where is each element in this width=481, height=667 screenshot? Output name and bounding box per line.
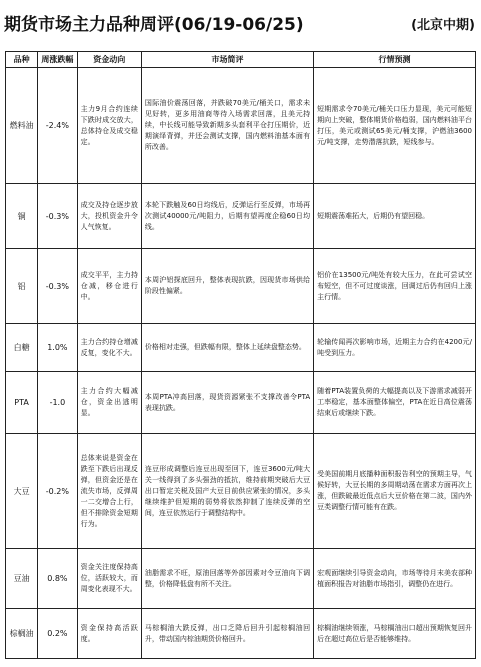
forecast: 短期震荡难拓大，后期仍有望回稳。 <box>314 184 476 249</box>
weekly-change: -0.2% <box>38 434 77 549</box>
table-row <box>6 434 476 549</box>
table-row <box>6 324 476 372</box>
market-review: 价格相对走强，但跌幅有限，整体上延续盘整态势。 <box>141 324 313 372</box>
market-review: 连豆形成调整后连豆出现至回下，连豆3600元/吨大关一线得到了多头强劲的抵抗，维持前期突破后大豆出口暂定关税及国产大豆目前供应紧张的情况，多头继续维护但短期的弱势将依然抑制了连续反弹的空间，连豆依然运行于调整结构中。 <box>141 434 313 549</box>
market-review: 本轮下跌触及60日均线后，反弹运行至反弹，市场再次测试40000元/吨阻力，后期有望再度企稳60日均线。 <box>141 184 313 249</box>
market-review: 本周沪铝探底回升，整体表现抗跌，因现货市场供给阶段性偏紧。 <box>141 249 313 324</box>
forecast: 短期需求令70美元/桶关口压力显现，美元可能短期向上突破，整体期货价格趋弱，国内燃料油平台打压，美元或测试65美元/桶支撑，沪燃油3600元/吨支撑，走势潜落抗跌，短线参与。 <box>314 68 476 184</box>
commodity-name: 铜 <box>6 184 38 249</box>
column-header: 品种 <box>6 52 38 68</box>
forecast: 铝价在13500元/吨处有较大压力，在此可尝试空布短空，但不可过度谈涨，回调过后仍有回归上涨主行情。 <box>314 249 476 324</box>
market-review: 本周PTA冲高回落，现货资源紧张不支撑改善令PTA表现抗跌。 <box>141 372 313 434</box>
page-title: 期货市场主力品种周评(06/19-06/25) <box>4 15 304 35</box>
table-row <box>6 184 476 249</box>
fund-flow: 总体来说是资金在跌至下跌后出现反弹，但资金还是在流失市场，反弹周一二交增合上行，但不排除资金短期行为。 <box>77 434 141 549</box>
weekly-change: 1.0% <box>38 324 77 372</box>
table-row <box>6 372 476 434</box>
table-row <box>6 549 476 609</box>
column-header: 市场简评 <box>141 52 313 68</box>
weekly-change: 0.2% <box>38 609 77 659</box>
commodity-name: 大豆 <box>6 434 38 549</box>
column-header: 资金动向 <box>77 52 141 68</box>
weekly-change: -0.3% <box>38 249 77 324</box>
commodity-name: PTA <box>6 372 38 434</box>
fund-flow: 成交平平，主力持仓减，移仓进行中。 <box>77 249 141 324</box>
fund-flow: 资金关注度保持高位，活跃较大，而周变化表现不大。 <box>77 549 141 609</box>
commodity-name: 白糖 <box>6 324 38 372</box>
table-row <box>6 609 476 659</box>
market-review: 国际油价震荡回落，并跌破70美元/桶关口，需求未见好转，更多用油商等待入场需求回落，且美元持续，中长线可能导致新期多头套利平仓打压期价，近期演绎背弹，并还会测试支撑，国内燃料油基本面有所改善。 <box>141 68 313 184</box>
forecast: 随着PTA装置负荷的大幅提高以及下游需求减弱开工率稳定，基本面整体偏空，PTA在近日高位震荡结束后或继续下跌。 <box>314 372 476 434</box>
forecast: 受美国前期月底播种面积报告利空的预期主导，气候好转，大豆长期的多周期动荡在需求方面再次上涨，但跌破最近低点后大豆价格在第二波，国内外豆类调整行情可能有在跌。 <box>314 434 476 549</box>
forecast: 轮输传闻再次影响市场，近期主力合约在4200元/吨受到压力。 <box>314 324 476 372</box>
column-header: 行情预测 <box>314 52 476 68</box>
column-header: 周涨跌幅 <box>38 52 77 68</box>
commodity-name: 豆油 <box>6 549 38 609</box>
commodity-name: 燃料油 <box>6 68 38 184</box>
market-review: 油脂需求不旺，原油回落等外部因素对令豆油向下调整，价格降低盘有所不关注。 <box>141 549 313 609</box>
fund-flow: 主力合约大幅减仓，资金出逃明显。 <box>77 372 141 434</box>
weekly-change: 0.8% <box>38 549 77 609</box>
weekly-review-table <box>5 51 476 659</box>
forecast: 棕榈油继续领涨，马棕榈油出口超出预期恢复回升后在超过高位后是否能够维持。 <box>314 609 476 659</box>
fund-flow: 成交及持仓逐步放大，投机资金升令人气恢复。 <box>77 184 141 249</box>
table-row <box>6 68 476 184</box>
table-header-row <box>6 52 476 68</box>
source-label: (北京中期) <box>411 18 475 33</box>
table-row <box>6 249 476 324</box>
forecast: 宏观面继续引导资金动向，市场等待月末美农部种植面积报告对油脂市场指引，调整仍在进行。 <box>314 549 476 609</box>
weekly-change: -2.4% <box>38 68 77 184</box>
weekly-change: -1.0 <box>38 372 77 434</box>
market-review: 马棕榈油大跌反弹，出口乏降后回升引起棕榈油回升，带动国内棕油期货价格回升。 <box>141 609 313 659</box>
fund-flow: 主力合约持仓增减反复，变化不大。 <box>77 324 141 372</box>
commodity-name: 铝 <box>6 249 38 324</box>
fund-flow: 主力9月合约连续下跌时成交放大，总体持仓及成交稳定。 <box>77 68 141 184</box>
weekly-change: -0.3% <box>38 184 77 249</box>
commodity-name: 棕榈油 <box>6 609 38 659</box>
fund-flow: 资金保持高活跃度。 <box>77 609 141 659</box>
